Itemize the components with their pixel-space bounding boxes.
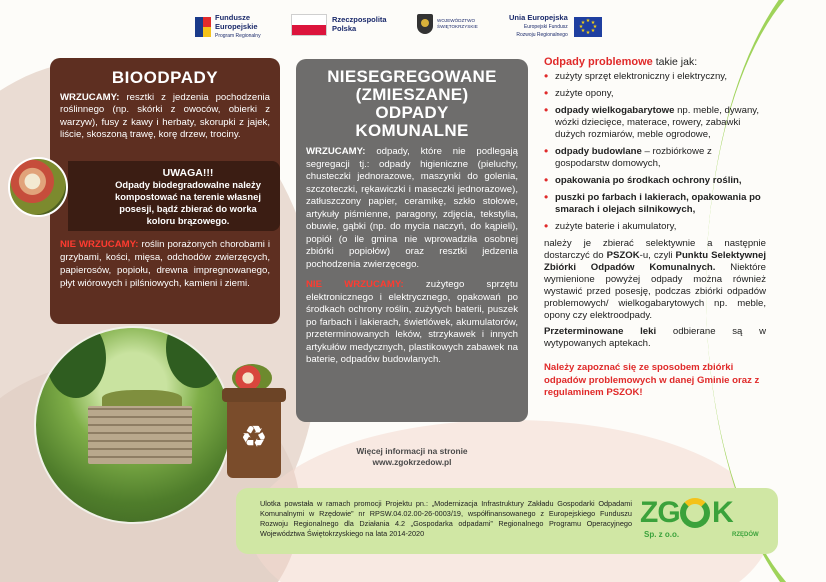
list-item: • odpady budowlane – rozbiórkowe z gospodarstw domowych, bbox=[544, 146, 766, 170]
logo-fe-line1: Fundusze bbox=[215, 13, 250, 22]
bio-nie-label: NIE WRZUCAMY: bbox=[60, 239, 139, 250]
list-item: • zużyte opony, bbox=[544, 88, 766, 100]
list-item: • puszki po farbach i lakierach, opakowania po smarach i olejach silnikowych, bbox=[544, 192, 766, 216]
logo-ue-line3: Rozwoju Regionalnego bbox=[516, 32, 568, 38]
list-item: • zużyte baterie i akumulatory, bbox=[544, 221, 766, 233]
fe-icon bbox=[195, 17, 211, 37]
mixed-wrzucamy-text: odpady, które nie podlegają segregacji tj.: odpady higieniczne (pieluchy, chusteczki jednorazowe, maszynki do golenia, szczoteczki, rękawiczki i maseczki jednorazowe), zatłuszczony papier, ceramikę, szkło stołowe, artykuły piśmienne, paragony, zdjęcia, tekstylia, obuwie, gąbki (np. do mycia naczyń, do kąpieli), popiół (o ile gmina nie wprowadziła osobnej zbiórki popiołów) oraz resztki jedzenia pochodzenia zwierzęcego. bbox=[306, 146, 518, 270]
website-link[interactable]: www.zgokrzedow.pl bbox=[372, 457, 452, 467]
bio-warning-text: Odpady biodegradowalne należy kompostować na terenie własnej posesji, bądź zbierać do worka koloru brązowego. bbox=[115, 179, 261, 226]
list-item: • opakowania po środkach ochrony roślin, bbox=[544, 175, 766, 187]
bio-nie-wrzucamy bbox=[50, 238, 280, 290]
mixed-panel bbox=[296, 59, 528, 422]
logo-pl-line2: Polska bbox=[332, 24, 357, 33]
recycle-icon: ♻ bbox=[240, 421, 268, 454]
pszok-paragraph: należy je zbierać selektywnie a następnie dostarczyć do PSZOK-u, czyli Punktu Selektywnej Zbiórki Odpadów Komunalnych. Niektóre wymienione powyżej odpady można również wystawić przed posesję, podczas zbiórki odpadów problemowych/ wielkogabarytowych np. meble, opony czy elektroodpady. bbox=[544, 238, 767, 321]
mixed-title bbox=[296, 68, 528, 140]
zgok-logo-o-icon bbox=[680, 498, 710, 528]
footer-text: Ulotka powstała w ramach promocji Projektu pn.: „Modernizacja Infrastruktury Zakładu Gospodarki Odpadami Komunalnymi w Rzędowie” nr RPSW.04.02.00-26-0003/19, współfinansowanego z Europejskiego Funduszu Rozwoju Regionalnego dla Działania 4.2 „Gospodarka odpadami” Regionalnego Programu Operacyjnego Województwa Świętokrzyskiego na lata 2014-2020 bbox=[260, 499, 632, 538]
zgok-logo-sp: Sp. z o.o. bbox=[644, 530, 680, 539]
mixed-wrzucamy bbox=[296, 140, 528, 271]
logo-wo-line1: WOJEWÓDZTWO bbox=[437, 18, 476, 23]
problem-list bbox=[544, 71, 766, 233]
mixed-title-line1: NIESEGREGOWANE bbox=[327, 67, 497, 86]
brown-bio-bin bbox=[222, 372, 286, 480]
logo-pl-line1: Rzeczpospolita bbox=[332, 15, 387, 24]
logo-wojewodztwo bbox=[417, 14, 478, 34]
bio-wrzucamy-text: resztki z jedzenia pochodzenia roślinnego (np. skórki z owoców, obierki z warzyw), fusy z kawy i herbaty, skorupki z jajek, liście, skoszoną trawę, korę drzew, trociny. bbox=[60, 92, 270, 141]
problem-heading bbox=[544, 56, 766, 68]
logo-ue-line1: Unia Europejska bbox=[509, 13, 568, 22]
problem-waste-section bbox=[544, 56, 766, 400]
zgok-logo bbox=[640, 496, 760, 544]
bio-panel bbox=[50, 58, 280, 324]
zgok-logo-zg: ZG bbox=[640, 496, 680, 529]
mixed-wrzucamy-label: WRZUCAMY: bbox=[306, 146, 366, 157]
logo-unia-europejska bbox=[509, 14, 602, 39]
more-info-text: Więcej informacji na stronie bbox=[356, 446, 468, 456]
zgok-logo-k: K bbox=[712, 496, 734, 529]
more-info bbox=[296, 446, 528, 468]
footer-box bbox=[236, 488, 778, 554]
coat-of-arms-icon bbox=[417, 14, 433, 34]
bio-warning-title: UWAGA!!! bbox=[162, 167, 214, 179]
bio-title: BIOODPADY bbox=[111, 68, 219, 87]
bio-wrzucamy bbox=[50, 88, 280, 142]
zgok-logo-rzedow: RZĘDÓW bbox=[732, 532, 759, 538]
problem-heading-bold: Odpady problemowe bbox=[544, 56, 653, 68]
list-item: • odpady wielkogabarytowe np. meble, dywany, wózki dziecięce, materace, rowery, zabawki dużych rozmiarów, meble ogrodowe, bbox=[544, 105, 766, 141]
logo-ue-line2: Europejski Fundusz bbox=[523, 24, 568, 30]
logo-fe-line3: Program Regionalny bbox=[215, 33, 261, 39]
compost-photo bbox=[34, 326, 232, 524]
list-item: • zużyty sprzęt elektroniczny i elektryczny, bbox=[544, 71, 766, 83]
mixed-nie-label: NIE WRZUCAMY: bbox=[306, 279, 404, 290]
bio-nie-text: roślin porażonych chorobami i grzybami, kości, mięsa, odchodów zwierzęcych, papierosów, popiołu, drewna impregnowanego, płyt wiórowych i pilśniowych, kamieni i ziemi. bbox=[60, 239, 270, 289]
polish-flag-icon bbox=[291, 14, 327, 36]
bio-warning-box bbox=[68, 161, 280, 231]
logo-wo-line2: ŚWIĘTOKRZYSKIE bbox=[437, 24, 478, 29]
rose-photo bbox=[8, 157, 68, 217]
logo-fe-line2: Europejskie bbox=[215, 22, 258, 31]
problem-heading-rest: takie jak: bbox=[652, 56, 698, 68]
logo-fundusze-europejskie bbox=[195, 14, 261, 40]
compost-bin bbox=[88, 406, 192, 464]
mixed-title-line3: ODPADY bbox=[375, 103, 449, 122]
logo-rzeczpospolita-polska bbox=[291, 14, 387, 36]
mixed-nie-text: zużytego sprzętu elektronicznego i elektrycznego, opakowań po środkach ochrony roślin, zużytych baterii, puszek po farbach i lakierach, świetlówek, akumulatorów, przeterminowanych leków, strzykawek i innych artykułów medycznych, plastikowych zabawek na baterie, odpadów budowlanych. bbox=[306, 279, 518, 365]
eu-flag-icon: ★ ★ ★ ★ ★ ★ ★ ★ bbox=[574, 17, 602, 37]
bio-wrzucamy-label: WRZUCAMY: bbox=[60, 92, 120, 103]
funding-logos bbox=[195, 10, 615, 50]
mixed-title-line2: (ZMIESZANE) bbox=[355, 85, 469, 104]
mixed-title-line4: KOMUNALNE bbox=[355, 121, 469, 140]
red-note: Należy zapoznać się ze sposobem zbiórki odpadów problemowych w danej Gminie oraz z regulaminem PSZOK! bbox=[544, 362, 760, 398]
mixed-nie-wrzucamy bbox=[296, 271, 528, 367]
medicine-paragraph: Przeterminowane leki odbierane są w wytypowanych aptekach. bbox=[544, 326, 767, 349]
